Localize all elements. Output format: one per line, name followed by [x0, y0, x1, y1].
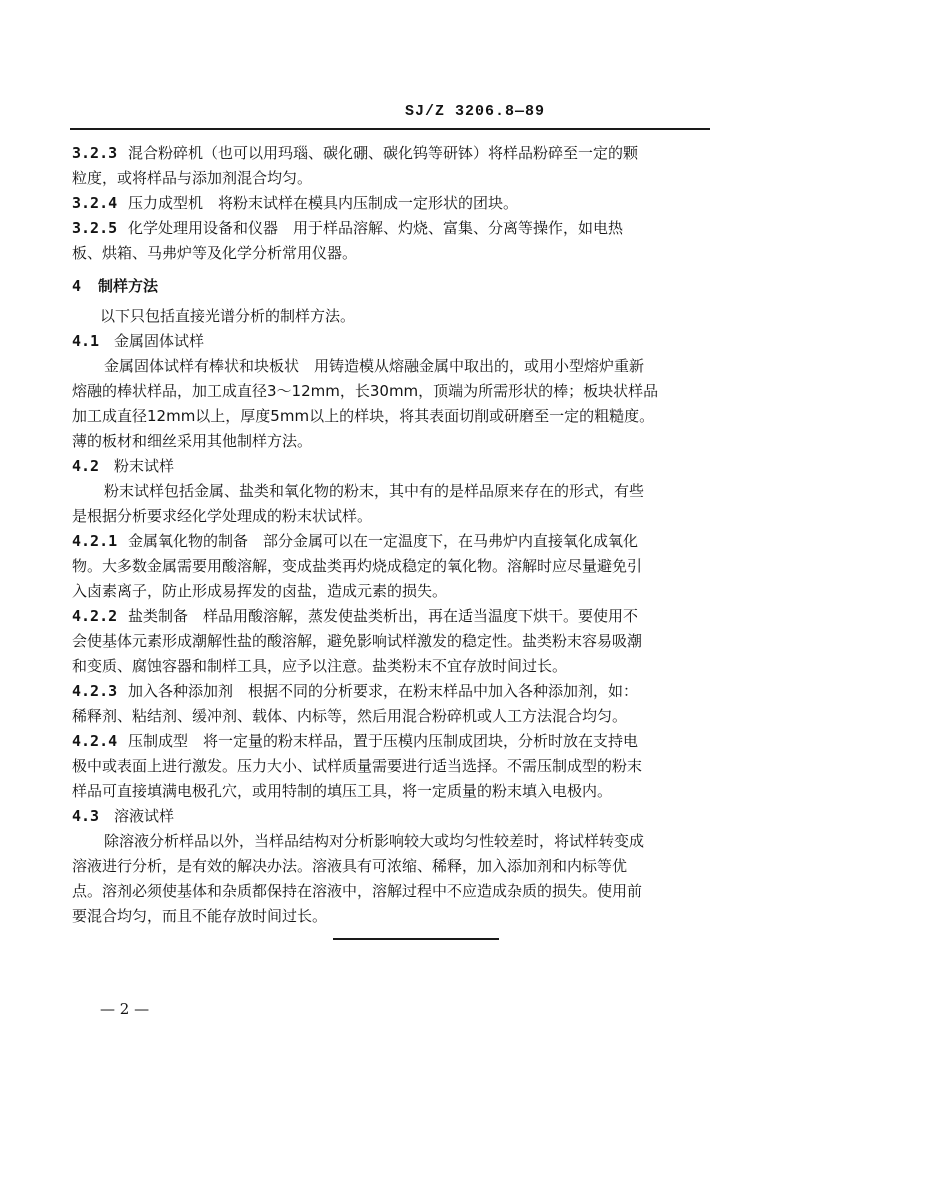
clause-3-2-3 — [72, 143, 712, 163]
clause-number: 4.3 — [72, 807, 100, 825]
clause-4-2-4 — [72, 731, 712, 751]
clause-number: 4.2.1 — [72, 532, 118, 550]
section-4-heading — [72, 276, 712, 296]
clause-title: 溶液试样 — [114, 807, 175, 825]
clause-text: 压力成型机 将粉末试样在模具内压制成一定形状的团块。 — [128, 194, 519, 212]
text-line: 粉末试样包括金属、盐类和氧化物的粉末，其中有的是样品原来存在的形式，有些 — [104, 482, 645, 500]
clause-4-2-heading — [72, 456, 712, 476]
clause-text: 盐类制备 样品用酸溶解，蒸发使盐类析出，再在适当温度下烘干。要使用不 — [128, 607, 639, 625]
clause-3-2-5 — [72, 218, 712, 238]
clause-number: 3.2.3 — [72, 144, 118, 162]
clause-text: 金属氧化物的制备 部分金属可以在一定温度下，在马弗炉内直接氧化成氧化 — [128, 532, 639, 550]
clause-number: 3.2.5 — [72, 219, 118, 237]
text-line: 入卤素离子，防止形成易挥发的卤盐，造成元素的损失。 — [72, 582, 448, 600]
clause-4-2-3 — [72, 681, 712, 701]
clause-number: 4.2.2 — [72, 607, 118, 625]
clause-number: 4.1 — [72, 332, 100, 350]
text-line: 要混合均匀，而且不能存放时间过长。 — [72, 907, 328, 925]
clause-3-2-4 — [72, 193, 712, 213]
text-line: 金属固体试样有棒状和块板状 用铸造模从熔融金属中取出的，或用小型熔炉重新 — [104, 357, 645, 375]
text-line: 样品可直接填满电极孔穴，或用特制的填压工具，将一定质量的粉末填入电极内。 — [72, 782, 613, 800]
clause-text: 压制成型 将一定量的粉末样品，置于压模内压制成团块，分析时放在支持电 — [128, 732, 639, 750]
clause-number: 4.2.3 — [72, 682, 118, 700]
text-line: 熔融的棒状样品，加工成直径3～12mm，长30mm，顶端为所需形状的棒；板块状样品 — [72, 382, 659, 400]
clause-4-3-heading — [72, 806, 712, 826]
text-line: 会使基体元素形成潮解性盐的酸溶解，避免影响试样激发的稳定性。盐类粉末容易吸潮 — [72, 632, 643, 650]
text-line: 除溶液分析样品以外，当样品结构对分析影响较大或均匀性较差时，将试样转变成 — [104, 832, 645, 850]
clause-number: 4.2 — [72, 457, 100, 475]
clause-number: 3.2.4 — [72, 194, 118, 212]
clause-4-2-2 — [72, 606, 712, 626]
section-title: 制样方法 — [98, 277, 159, 295]
text-line: 点。溶剂必须使基体和杂质都保持在溶液中，溶解过程中不应造成杂质的损失。使用前 — [72, 882, 643, 900]
text-line: 和变质、腐蚀容器和制样工具，应予以注意。盐类粉末不宜存放时间过长。 — [72, 657, 568, 675]
clause-4-1-heading — [72, 331, 712, 351]
text-line: 薄的板材和细丝采用其他制样方法。 — [72, 432, 313, 450]
clause-text: 化学处理用设备和仪器 用于样品溶解、灼烧、富集、分离等操作，如电热 — [128, 219, 624, 237]
clause-number: 4.2.4 — [72, 732, 118, 750]
header-rule — [70, 128, 710, 130]
section-number: 4 — [72, 277, 82, 295]
text-line: 稀释剂、粘结剂、缓冲剂、载体、内标等，然后用混合粉碎机或人工方法混合均匀。 — [72, 707, 628, 725]
clause-4-2-1 — [72, 531, 712, 551]
text-line: 加工成直径12mm以上，厚度5mm以上的样块，将其表面切削或研磨至一定的粗糙度。 — [72, 407, 655, 425]
text-line: 物。大多数金属需要用酸溶解，变成盐类再灼烧成稳定的氧化物。溶解时应尽量避免引 — [72, 557, 643, 575]
text-line: 板、烘箱、马弗炉等及化学分析常用仪器。 — [72, 244, 358, 262]
clause-title: 金属固体试样 — [114, 332, 205, 350]
page-number: — 2 — — [100, 1000, 150, 1018]
text-line: 是根据分析要求经化学处理成的粉末状试样。 — [72, 507, 373, 525]
document-header: SJ/Z 3206.8—89 — [404, 103, 546, 120]
clause-title: 粉末试样 — [114, 457, 175, 475]
text-line: 粒度，或将样品与添加剂混合均匀。 — [72, 169, 313, 187]
end-of-text-rule — [333, 938, 499, 940]
clause-text: 加入各种添加剂 根据不同的分析要求，在粉末样品中加入各种添加剂，如： — [128, 682, 639, 700]
clause-text: 混合粉碎机（也可以用玛瑙、碳化硼、碳化钨等研钵）将样品粉碎至一定的颗 — [128, 144, 639, 162]
text-line: 以下只包括直接光谱分析的制样方法。 — [100, 307, 356, 325]
text-line: 极中或表面上进行激发。压力大小、试样质量需要进行适当选择。不需压制成型的粉末 — [72, 757, 643, 775]
text-line: 溶液进行分析，是有效的解决办法。溶液具有可浓缩、稀释，加入添加剂和内标等优 — [72, 857, 628, 875]
